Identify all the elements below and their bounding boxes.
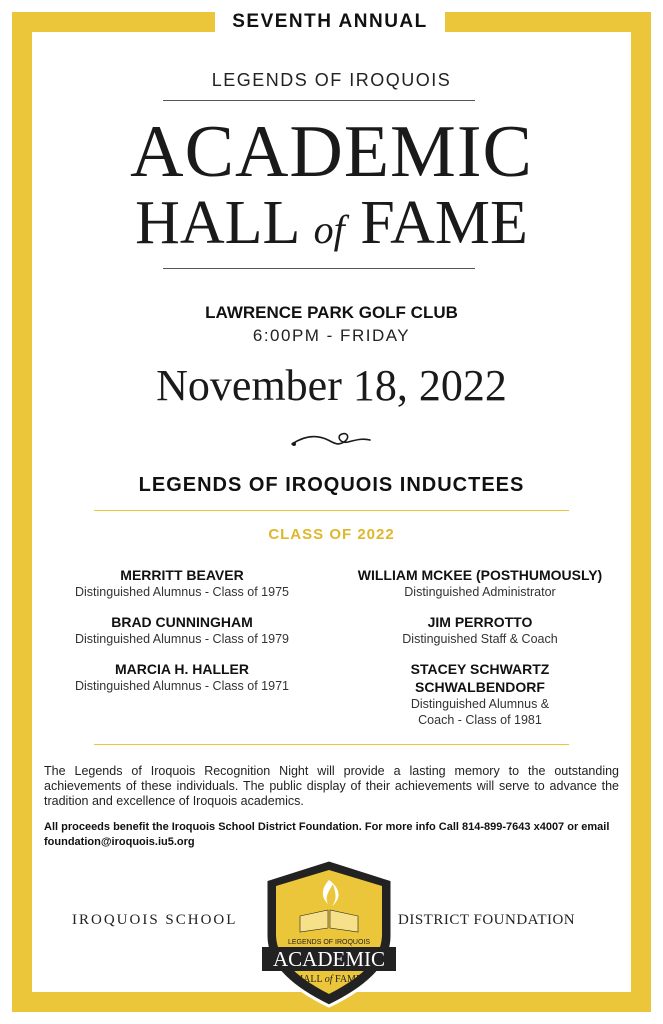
- subtitle: LEGENDS OF IROQUOIS: [211, 70, 452, 90]
- inductee-desc: Distinguished Alumnus & Coach - Class of 1981: [410, 697, 550, 727]
- inductee: [32, 660, 332, 694]
- description-paragraph: The Legends of Iroquois Recognition Night will provide a lasting memory to the outstanding achievements of these individuals. The public display of their achievements will serve to advance the tradition and excellence of Iroquois academics.: [44, 764, 619, 808]
- inductee-name: BRAD CUNNINGHAM: [111, 614, 253, 630]
- inductee-name: JIM PERROTTO: [427, 614, 533, 630]
- crest-of: of: [324, 974, 333, 985]
- event-date: November 18, 2022: [156, 361, 507, 410]
- title-academic: ACADEMIC: [130, 111, 533, 193]
- footer-left-text: IROQUOIS SCHOOL: [72, 912, 238, 928]
- title-of: of: [313, 207, 345, 252]
- event-time: 6:00PM - FRIDAY: [252, 326, 411, 345]
- crest-hall-of-fame: [296, 974, 362, 985]
- inductee: [330, 566, 630, 600]
- crest-top-text: LEGENDS OF IROQUOIS: [287, 939, 371, 946]
- crest-hall: HALL: [295, 974, 323, 985]
- inductee-desc: Distinguished Alumnus - Class of 1979: [74, 632, 289, 646]
- event-venue: LAWRENCE PARK GOLF CLUB: [205, 303, 458, 322]
- inductees-right-column: [330, 566, 630, 741]
- proceeds-note: All proceeds benefit the Iroquois School District Foundation. For more info Call 814-899-7643 x4007 or email foundation@iroquois.iu5.org: [44, 821, 610, 848]
- title-fame: FAME: [360, 189, 528, 257]
- crest-fame: FAME: [335, 974, 363, 985]
- divider-top: [163, 100, 475, 101]
- title-hall: HALL: [135, 189, 299, 257]
- inductee-desc: Distinguished Alumnus - Class of 1971: [74, 679, 289, 693]
- inductee-name: STACEY SCHWARTZ SCHWALBENDORF: [410, 661, 550, 695]
- divider-bottom: [163, 268, 475, 269]
- inductee: [32, 566, 332, 600]
- class-label: CLASS OF 2022: [268, 526, 395, 543]
- inductee: [32, 613, 332, 647]
- inductee-name: MERRITT BEAVER: [120, 567, 244, 583]
- inductee: [330, 613, 630, 647]
- flourish-ornament: [290, 426, 374, 454]
- academic-crest-logo: [262, 858, 396, 1008]
- gold-divider-top: [94, 510, 569, 511]
- gold-divider-bottom: [94, 744, 569, 745]
- inductee-desc: Distinguished Staff & Coach: [402, 632, 558, 646]
- top-banner: [215, 4, 445, 40]
- inductee-name: WILLIAM MCKEE (POSTHUMOUSLY): [357, 567, 603, 583]
- inductee-desc: Distinguished Alumnus - Class of 1975: [74, 585, 289, 599]
- inductee: [330, 660, 630, 728]
- inductee-desc: Distinguished Administrator: [404, 585, 556, 599]
- inductee-name: MARCIA H. HALLER: [114, 661, 250, 677]
- banner-label: SEVENTH ANNUAL: [232, 11, 428, 32]
- crest-main-text: ACADEMIC: [272, 947, 386, 971]
- footer-right-text: DISTRICT FOUNDATION: [398, 912, 576, 928]
- title-hall-of-fame: [0, 188, 663, 265]
- inductees-heading: LEGENDS OF IROQUOIS INDUCTEES: [138, 474, 525, 496]
- inductees-left-column: [32, 566, 332, 707]
